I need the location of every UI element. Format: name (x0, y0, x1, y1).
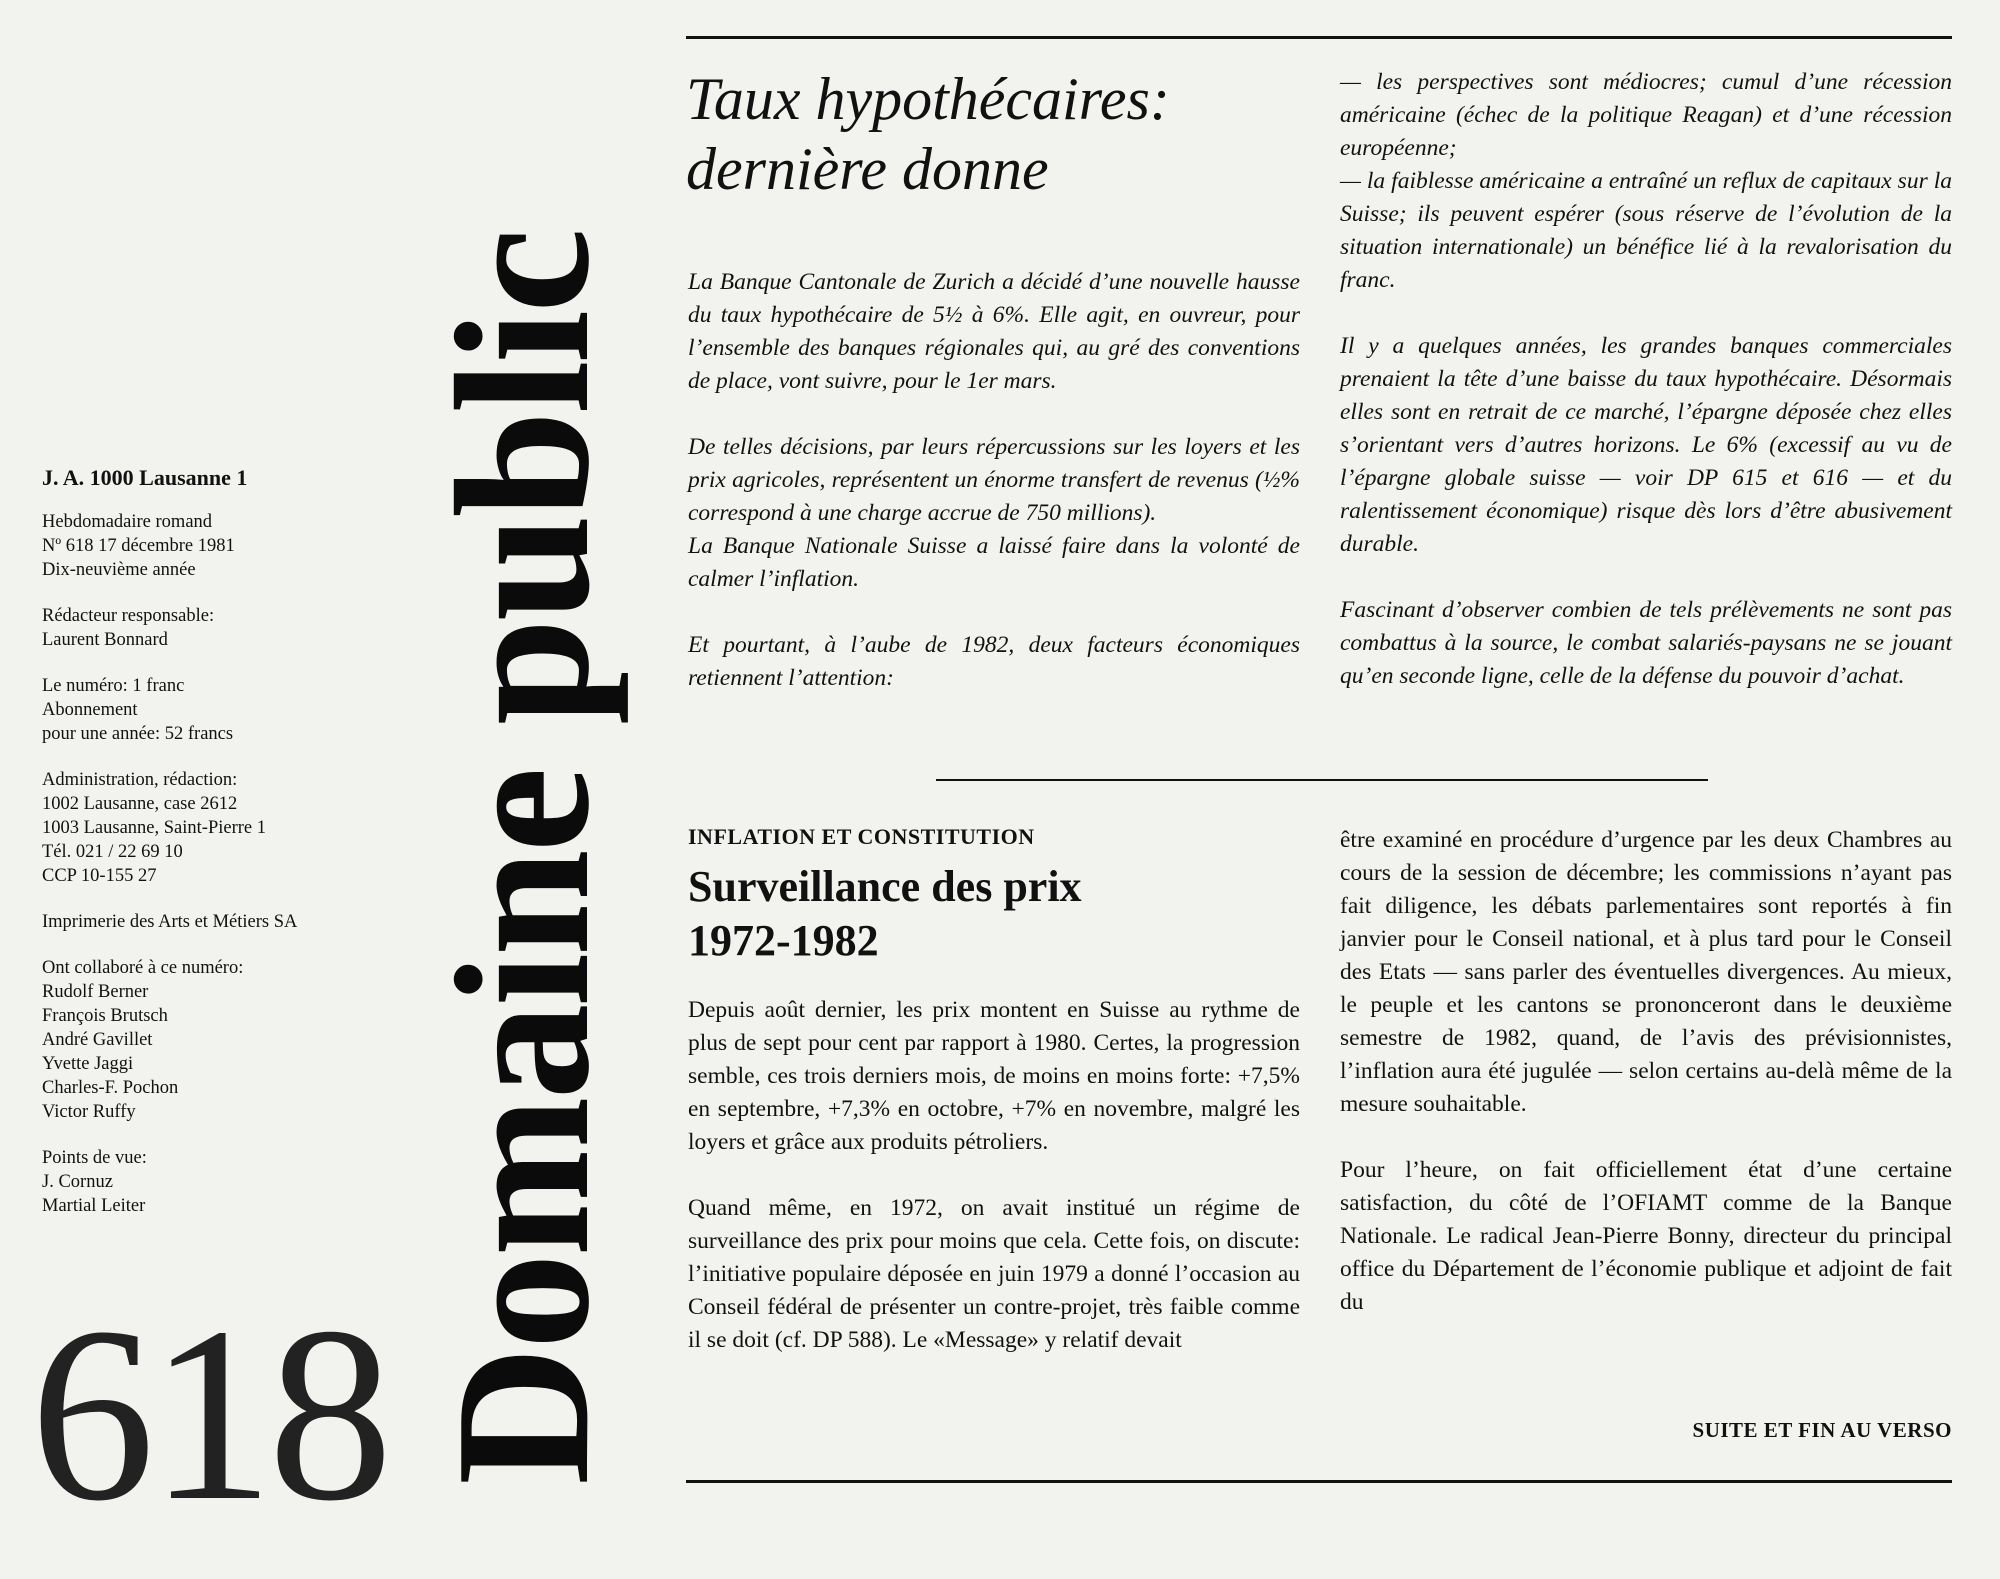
imprint-line: J. Cornuz (42, 1172, 113, 1192)
paragraph: — la faiblesse américaine a entraîné un reflux de capitaux sur la Suisse; ils peuvent espérer (sous réserve de l’évolution de la situation internationale) un bénéfice lié à la revalorisation du franc. (1340, 168, 1952, 293)
imprint-line: Rudolf Berner (42, 982, 149, 1002)
separator-rule (936, 779, 1708, 781)
top-rule (686, 36, 1952, 39)
imprint-line: Martial Leiter (42, 1196, 146, 1216)
postal-line: J. A. 1000 Lausanne 1 (42, 465, 248, 490)
imprint-line: Le numéro: 1 franc (42, 676, 185, 696)
paragraph: La Banque Nationale Suisse a laissé faire dans la volonté de calmer l’inflation. (688, 533, 1300, 592)
imprint-line: Charles-F. Pochon (42, 1078, 179, 1098)
imprint-line: CCP 10-155 27 (42, 866, 157, 886)
continued-notice: SUITE ET FIN AU VERSO (1692, 1418, 1952, 1442)
article1-column-2 (1340, 66, 1952, 726)
article1-title (686, 64, 1326, 204)
imprint-line: pour une année: 52 francs (42, 724, 234, 744)
imprint-line: Ont collaboré à ce numéro: (42, 958, 244, 978)
imprint-block-viewpoints (42, 1146, 402, 1218)
imprint-block-publication (42, 510, 402, 582)
imprint-block-printer (42, 910, 402, 934)
bottom-rule (686, 1480, 1952, 1483)
article1-column-1 (688, 266, 1300, 728)
paragraph: Pour l’heure, on fait officiellement état d’une certaine satisfaction, du côté de l’OFIAMT comme de la Banque Nationale. Le radical Jean-Pierre Bonny, directeur du principal office du Département de l’économie publique et adjoint de fait du (1340, 1157, 1952, 1315)
imprint-line: Nº 618 17 décembre 1981 (42, 536, 235, 556)
article2-column-2 (1340, 824, 1952, 1352)
imprint-line: Victor Ruffy (42, 1102, 136, 1122)
masthead: Domaine public (416, 230, 629, 1485)
imprint-line: 1003 Lausanne, Saint-Pierre 1 (42, 818, 266, 838)
imprint-line: André Gavillet (42, 1030, 153, 1050)
article1-title-line: Taux hypothécaires: (686, 66, 1170, 132)
paragraph: être examiné en procédure d’urgence par les deux Chambres au cours de la session de décembre; les commissions n’ayant pas fait diligence, les débats parlementaires sont reportés à fin janvier pour le Conseil national, et à plus tard pour le Conseil des Etats — sans parler des éventuelles divergences. Au mieux, le peuple et les cantons se prononceront dans le deuxième semestre de 1982, quand, de l’avis des prévisionnistes, l’inflation aura été jugulée — selon certains au-delà même de la mesure souhaitable. (1340, 827, 1952, 1117)
paragraph: La Banque Cantonale de Zurich a décidé d’une nouvelle hausse du taux hypothécaire de 5½ à 6%. Elle agit, en ouvreur, pour l’ensemble des banques régionales qui, au gré des conventions de place, vont suivre, pour le 1er mars. (688, 269, 1300, 394)
imprint-line: Points de vue: (42, 1148, 147, 1168)
imprint-line: Yvette Jaggi (42, 1054, 134, 1074)
imprint-line: Hebdomadaire romand (42, 512, 213, 532)
paragraph: Depuis août dernier, les prix montent en Suisse au rythme de plus de sept pour cent par rapport à 1980. Certes, la progression semble, ces trois derniers mois, de moins en moins forte: +7,5% en septembre, +7,3% en octobre, +7% en novembre, malgré les loyers et grâce aux produits pétroliers. (688, 997, 1300, 1155)
imprint-line: Tél. 021 / 22 69 10 (42, 842, 183, 862)
paragraph: Et pourtant, à l’aube de 1982, deux facteurs économiques retiennent l’attention: (688, 632, 1300, 691)
paragraph: Fascinant d’observer combien de tels prélèvements ne sont pas combattus à la source, le combat salariés-paysans ne se jouant qu’en seconde ligne, celle de la défense du pouvoir d’achat. (1340, 597, 1952, 689)
paragraph: — les perspectives sont médiocres; cumul d’une récession américaine (échec de la politique Reagan) et d’une récession européenne; (1340, 69, 1952, 161)
imprint-line: Administration, rédaction: (42, 770, 238, 790)
issue-number: 618 (30, 1276, 387, 1553)
paragraph: Il y a quelques années, les grandes banques commerciales prenaient la tête d’une baisse du taux hypothécaire. Désormais elles sont en retrait de ce marché, l’épargne déposée chez elles s’orientant vers d’autres horizons. Le 6% (excessif au vu de l’épargne globale suisse — voir DP 615 et 616 — et du ralentissement économique) risque dès lors d’être abusivement durable. (1340, 333, 1952, 557)
imprint-line: Laurent Bonnard (42, 630, 168, 650)
imprint-line: 1002 Lausanne, case 2612 (42, 794, 238, 814)
imprint-line: Imprimerie des Arts et Métiers SA (42, 912, 298, 932)
article1-title-line: dernière donne (686, 136, 1049, 202)
imprint-block-contributors (42, 956, 402, 1124)
imprint-block-price (42, 674, 402, 746)
imprint-line: Abonnement (42, 700, 138, 720)
article2-title-line: 1972-1982 (688, 916, 879, 965)
article2-title (688, 860, 1308, 968)
paragraph: Quand même, en 1972, on avait institué un régime de surveillance des prix pour moins que cela. Cette fois, on discute: l’initiative populaire déposée en juin 1979 a donné l’occasion au Conseil fédéral de présenter un contre-projet, très faible comme il se doit (cf. DP 588). Le «Message» y relatif devait (688, 1195, 1300, 1353)
paragraph: De telles décisions, par leurs répercussions sur les loyers et les prix agricoles, représentent un énorme transfert de revenus (½% correspond à une charge accrue de 750 millions). (688, 434, 1300, 526)
imprint-line: Rédacteur responsable: (42, 606, 215, 626)
article2-kicker: INFLATION ET CONSTITUTION (688, 824, 1035, 849)
imprint-line: Dix-neuvième année (42, 560, 196, 580)
article2-title-line: Surveillance des prix (688, 862, 1082, 911)
article2-column-1 (688, 994, 1300, 1390)
imprint (42, 466, 402, 1240)
imprint-block-editor (42, 604, 402, 652)
imprint-block-administration (42, 768, 402, 888)
imprint-line: François Brutsch (42, 1006, 168, 1026)
